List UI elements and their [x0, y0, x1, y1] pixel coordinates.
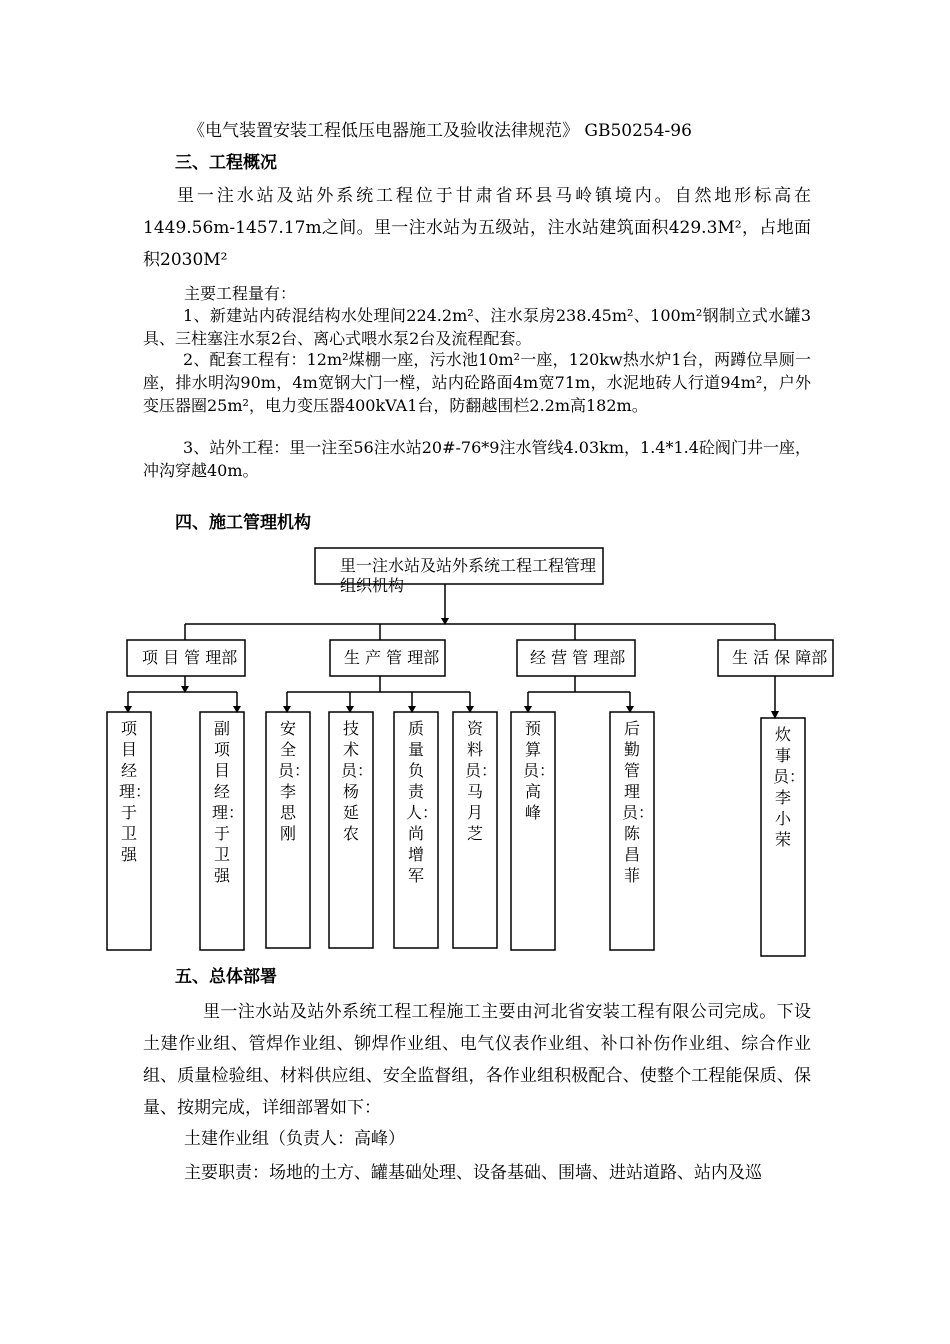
- person-5: 质量负责人：尚增军: [406, 719, 439, 885]
- person-8: 后勤管理员：陈昌菲: [622, 719, 655, 885]
- org-dept-2: 生 产 管 理部: [344, 648, 440, 667]
- main-quantities-title: 主要工程量有：: [184, 284, 297, 303]
- org-dept-1: 项 目 管 理部: [142, 648, 238, 667]
- person-2: 副项目经理：于卫强: [212, 719, 245, 885]
- person-7: 预算员：高峰: [523, 719, 556, 822]
- section-heading-5: 五、总体部署: [175, 967, 277, 987]
- org-dept-4: 生 活 保 障部: [732, 648, 828, 667]
- reference-standard-line: 《电气装置安装工程低压电器施工及验收法律规范》 GB50254-96: [188, 121, 692, 141]
- person-1: 项目经理：于卫强: [119, 719, 152, 864]
- deployment-paragraph: 里一注水站及站外系统工程工程施工主要由河北省安装工程有限公司完成。下设土建作业组、管焊作业组、铆焊作业组、电气仪表作业组、补口补伤作业组、综合作业组、质量检验组、材料供应组、安全监督组，各作业组积极配合、使整个工程能保质、保量、按期完成，详细部署如下：: [143, 1002, 811, 1118]
- duty-line: 主要职责：场地的土方、罐基础处理、设备基础、围墙、进站道路、站内及巡: [184, 1163, 762, 1183]
- quantities-item-3: 3、站外工程：里一注至56注水站20#-76*9注水管线4.03km，1.4*1.4砼阀门井一座，冲沟穿越40m。: [143, 438, 811, 480]
- section-heading-4: 四、施工管理机构: [175, 513, 311, 533]
- civil-group-line: 土建作业组（负责人：高峰）: [184, 1129, 405, 1149]
- person-6: 资料员：马月芝: [465, 719, 498, 843]
- person-4: 技术员：杨延农: [341, 719, 374, 843]
- person-3: 安全员：李思刚: [278, 719, 311, 843]
- person-9: 炊事员：李小荣: [773, 725, 806, 849]
- quantities-item-1: 1、新建站内砖混结构水处理间224.2m²、注水泵房238.45m²、100m²钢制立式水罐3具、三柱塞注水泵2台、离心式喂水泵2台及流程配套。: [143, 306, 811, 348]
- org-dept-3: 经 营 管 理部: [530, 648, 626, 667]
- section-heading-3: 三、工程概况: [175, 153, 277, 173]
- quantities-item-2: 2、配套工程有：12m²煤棚一座，污水池10m²一座，120kw热水炉1台，两蹲位旱厕一座，排水明沟90m，4m宽钢大门一樘，站内砼路面4m宽71m，水泥地砖人行道94m²，户外变压器圈25m²，电力变压器400kVA1台，防翻越围栏2.2m高182m。: [143, 350, 811, 415]
- org-top-title: 里一注水站及站外系统工程工程管理组织机构: [340, 556, 597, 595]
- overview-paragraph: 里一注水站及站外系统工程位于甘肃省环县马岭镇境内。自然地形标高在1449.56m-1457.17m之间。里一注水站为五级站，注水站建筑面积429.3M²，占地面积2030M²: [143, 186, 811, 270]
